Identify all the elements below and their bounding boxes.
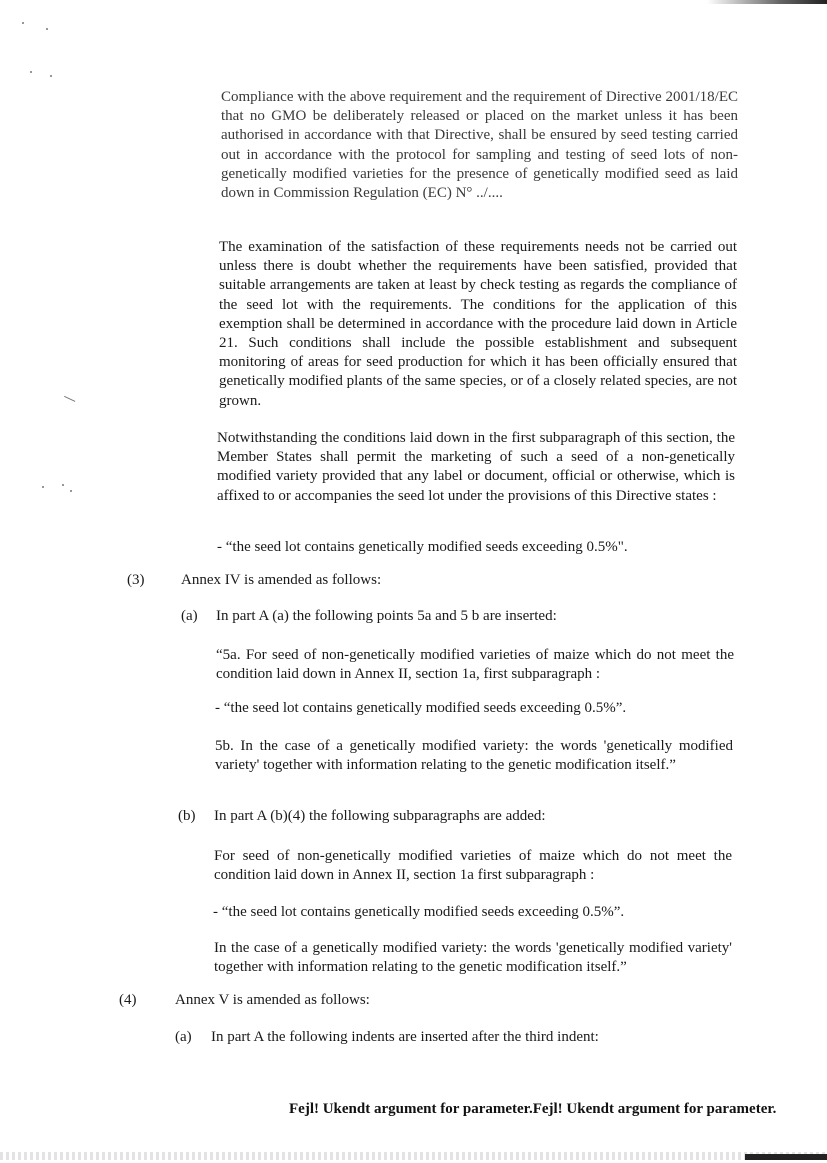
paragraph-examination: The examination of the satisfaction of these requirements needs not be carried out unless there is doubt whether the requirements have been satisfied, provided that suitable arrangements are taken at least by check testing as regards the compliance of the seed lot with the requirements. The conditions for the application of this exemption shall be determined in accordance with the procedure laid down in Article 21. Such conditions shall include the possible establishment and subsequent monitoring of areas for seed production for which it has been officially ensured that genetically modified plants of the same species, or of a closely related species, are not grown. bbox=[219, 239, 737, 409]
item-number-3: (3) bbox=[127, 572, 145, 588]
item-label-3a: (a) bbox=[181, 608, 198, 624]
scan-speck bbox=[42, 486, 44, 488]
scan-speck bbox=[22, 22, 24, 24]
page-footer: Fejl! Ukendt argument for parameter.Fejl! Ukendt argument for parameter. bbox=[289, 1101, 777, 1117]
scan-speck bbox=[30, 71, 32, 73]
scan-artifact-bottom-dark bbox=[745, 1154, 827, 1160]
scan-speck bbox=[50, 75, 52, 77]
item-text-4a: In part A the following indents are inserted after the third indent: bbox=[211, 1029, 599, 1045]
item-text-3b: In part A (b)(4) the following subparagraphs are added: bbox=[214, 808, 546, 824]
quote-seed-lot: - “the seed lot contains genetically modified seeds exceeding 0.5%". bbox=[217, 539, 628, 555]
paragraph-compliance: Compliance with the above requirement and the requirement of Directive 2001/18/EC that no GMO be deliberately released or placed on the market unless it has been authorised in accordance with that Directive, shall be ensured by seed testing carried out in accordance with the protocol for sampling and testing of seed lots of non-genetically modified varieties for the presence of genetically modified seed as laid down in Commission Regulation (EC) N° ../.... bbox=[221, 89, 738, 202]
scan-speck bbox=[46, 28, 48, 30]
scan-artifact-top bbox=[707, 0, 827, 4]
item-label-3b: (b) bbox=[178, 808, 196, 824]
quote-seed-lot-5a: - “the seed lot contains genetically modified seeds exceeding 0.5%”. bbox=[215, 700, 627, 716]
item-text-3a: In part A (a) the following points 5a and 5 b are inserted: bbox=[216, 608, 557, 624]
margin-mark bbox=[61, 396, 76, 409]
paragraph-notwithstanding: Notwithstanding the conditions laid down in the first subparagraph of this section, the Member States shall permit the marketing of such a seed of a non-genetically modified variety provided that any label or document, official or otherwise, which is affixed to or accompanies the seed lot under the provisions of this Directive states : bbox=[217, 430, 735, 504]
point-5a: “5a. For seed of non-genetically modified varieties of maize which do not meet the condition laid down in Annex II, section 1a, first subparagraph : bbox=[216, 647, 734, 683]
item-text-4: Annex V is amended as follows: bbox=[175, 992, 370, 1008]
paragraph-3b-seed: For seed of non-genetically modified varieties of maize which do not meet the condition laid down in Annex II, section 1a first subparagraph : bbox=[214, 848, 732, 884]
paragraph-3b-gm-variety: In the case of a genetically modified variety: the words 'genetically modified variety' together with information relating to the genetic modification itself.” bbox=[214, 940, 732, 976]
quote-seed-lot-3b: - “the seed lot contains genetically modified seeds exceeding 0.5%”. bbox=[213, 904, 625, 920]
item-text-3: Annex IV is amended as follows: bbox=[181, 572, 382, 588]
item-number-4: (4) bbox=[119, 992, 137, 1008]
item-label-4a: (a) bbox=[175, 1029, 192, 1045]
point-5b: 5b. In the case of a genetically modified variety: the words 'genetically modified variety' together with information relating to the genetic modification itself.” bbox=[215, 738, 733, 774]
scan-speck bbox=[70, 490, 72, 492]
scan-speck bbox=[62, 484, 64, 486]
scan-artifact-bottom bbox=[0, 1152, 827, 1160]
